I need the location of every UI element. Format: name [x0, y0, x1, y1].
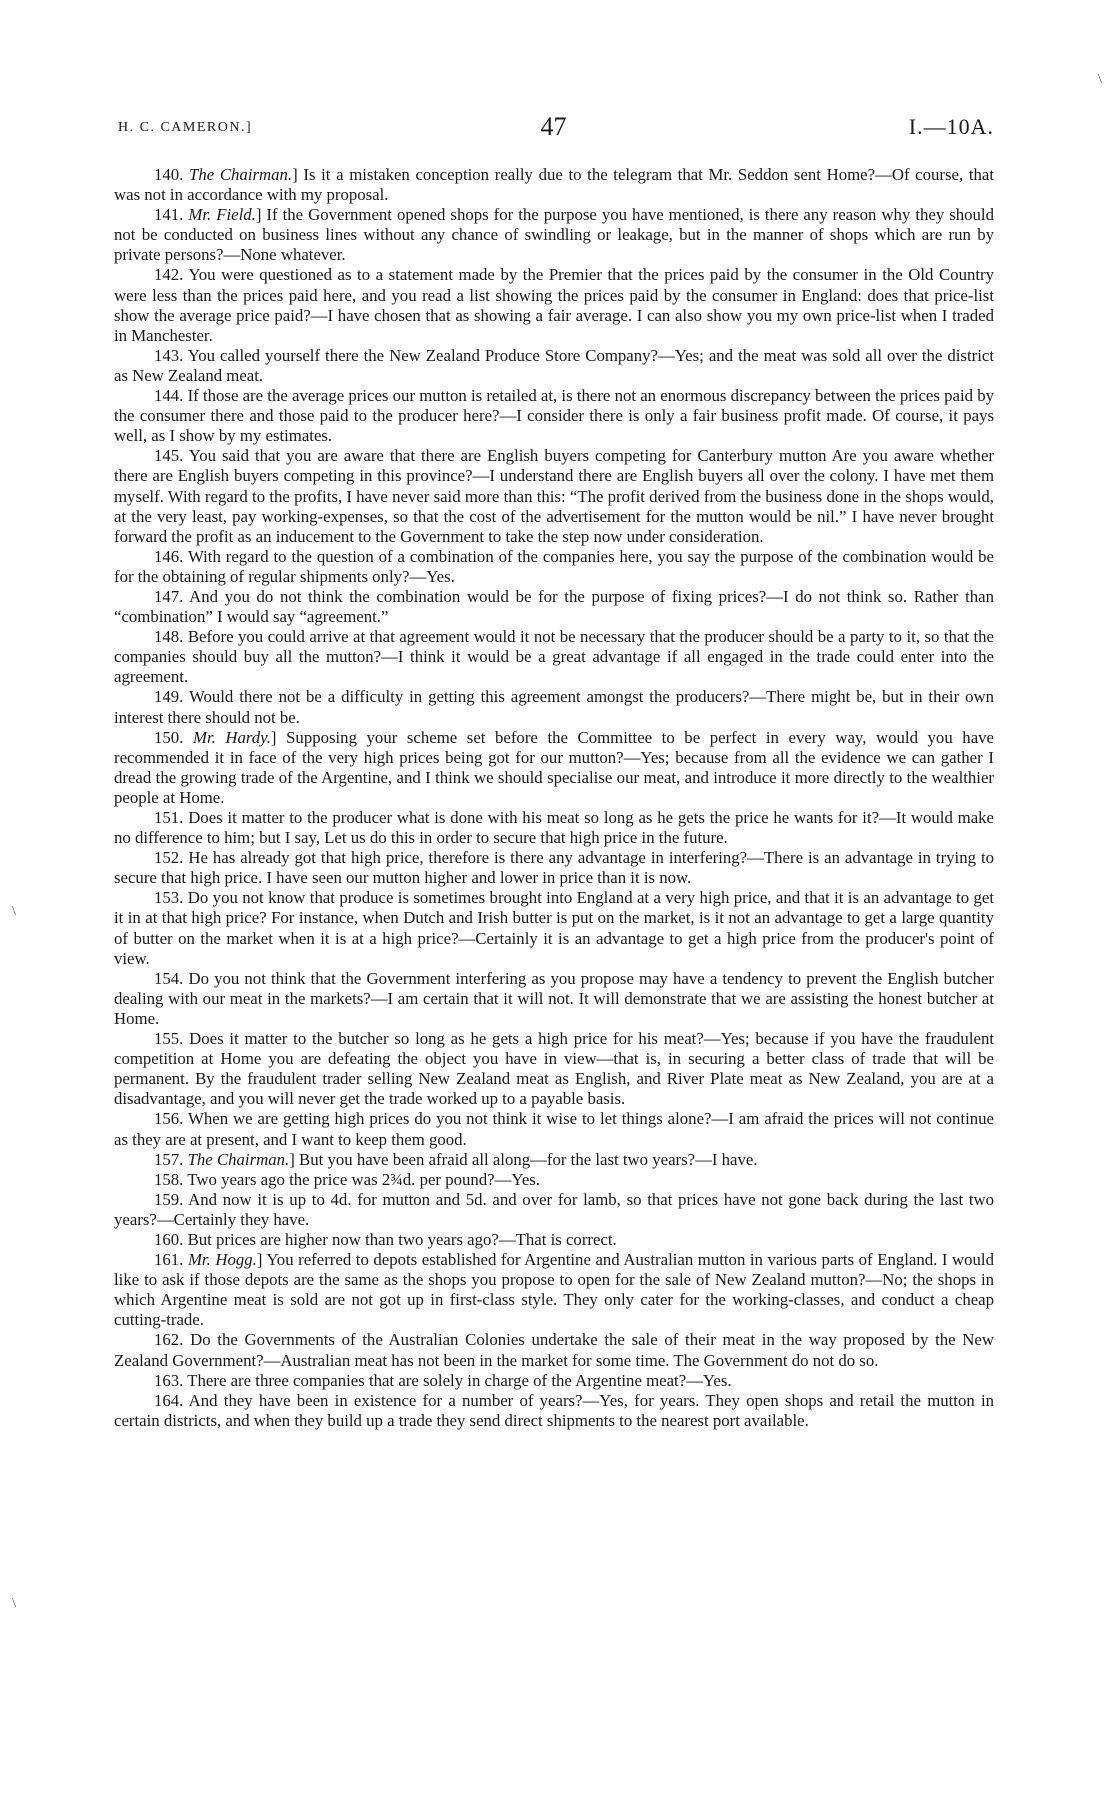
question-paragraph [114, 969, 994, 1029]
scan-mark: \ [12, 1596, 16, 1611]
question-number: 154. [154, 968, 184, 988]
question-text: He has already got that high price, therefore is there any advantage in interfering?—There is an advantage in trying to secure that high price. I have seen our mutton higher and lower in price than it is now. [114, 848, 995, 888]
question-paragraph: 161. Mr. Hogg.] You referred to depots established for Argentine and Australian mutton in various parts of England. I would like to ask if those depots are the same as the shops you propose to open for the sale of New Zealand mutton?—No; the shops in which Argentine meat is sold are not got up in first-class style. They only cater for the working-classes, and conduct a cheap cutting-trade. [114, 1250, 994, 1330]
speaker-name: Mr. Hardy. [192, 727, 271, 747]
question-text: You referred to depots established for Argentine and Australian mutton in various parts of England. I would like to ask if those depots are the same as the shops you propose to open for the sale of New Zealand mutton?—No; the shops in which Argentine meat is sold are not got up in first-class style. They only cater for the working-classes, and conduct a cheap cutting-trade. [114, 1250, 994, 1330]
question-text: Do you not know that produce is sometimes brought into England at a very high price, and that it is an advantage to get it in at that high price? For instance, when Dutch and Irish butter is put on the market, is it not an advantage to get a large quantity of butter on the market when it is at a high price?—Certainly it is an advantage to get a high price from the producer's point of view. [114, 888, 994, 968]
question-text: Before you could arrive at that agreement would it not be necessary that the producer should be a party to it, so that the companies should buy all the mutton?—I think it would be a great advantage if all engaged in the trade could enter into the agreement. [114, 627, 994, 687]
question-text: Do the Governments of the Australian Colonies undertake the sale of their meat in the way proposed by the New Zealand Government?—Australian meat has not been in the market for some time. The Government do not do so. [114, 1330, 994, 1370]
question-paragraph: 141. Mr. Field.] If the Government opened shops for the purpose you have mentioned, is there any reason why they should not be conducted on business lines without any chance of swindling or leakage, but in the manner of shops which are run by private persons?—None whatever. [114, 205, 994, 265]
question-paragraph [114, 687, 994, 727]
question-paragraph [114, 587, 994, 627]
question-number: 155. [154, 1029, 184, 1049]
question-paragraph [114, 1330, 994, 1370]
question-number: 143. [154, 345, 184, 365]
question-paragraph [114, 1190, 994, 1230]
page-number: 47 [540, 112, 567, 141]
scan-mark: \ [12, 904, 16, 919]
question-text: You said that you are aware that there are English buyers competing for Canterbury mutton Are you aware whether there are English buyers competing in this province?—I understand there are English buyers all over the colony. I have met them myself. With regard to the profits, I have never said more than this: “The profit derived from the business done in the shops would, at the very least, pay working-expenses, so that the cost of the advertisement for the mutton would be nil.” I have never brought forward the profit as an inducement to the Government to take the step now under consideration. [114, 446, 994, 546]
question-paragraph [114, 808, 994, 848]
question-number: 142. [154, 265, 184, 285]
question-paragraph [114, 1391, 994, 1431]
question-number: 156. [154, 1109, 184, 1129]
question-number: 159. [154, 1189, 184, 1209]
question-paragraph [114, 1109, 994, 1149]
question-number: 157. [154, 1149, 184, 1169]
question-text: You called yourself there the New Zealand Produce Store Company?—Yes; and the meat was sold all over the district as New Zealand meat. [114, 345, 994, 385]
question-number: 164. [154, 1390, 184, 1410]
speaker-name: Mr. Hogg. [187, 1250, 257, 1270]
question-number: 148. [154, 627, 184, 647]
question-number: 153. [154, 888, 184, 908]
running-head-left: H. C. CAMERON.] [118, 120, 253, 135]
question-text: Do you not think that the Government interfering as you propose may have a tendency to prevent the English butcher dealing with our meat in the markets?—I am certain that it will not. It will demonstrate that we are assisting the honest butcher at Home. [114, 968, 994, 1028]
question-text: And now it is up to 4d. for mutton and 5d. and over for lamb, so that prices have not gone back during the last two years?—Certainly they have. [114, 1189, 994, 1229]
question-paragraph [114, 547, 994, 587]
question-number: 150. [154, 727, 184, 747]
question-text: When we are getting high prices do you not think it wise to let things alone?—I am afraid the prices will not continue as they are at present, and I want to keep them good. [114, 1109, 994, 1149]
question-paragraph [114, 346, 994, 386]
question-number: 144. [154, 386, 184, 406]
question-number: 162. [154, 1330, 184, 1350]
question-text: Two years ago the price was 2¾d. per pound?—Yes. [187, 1169, 540, 1189]
speaker-name: Mr. Field. [188, 205, 256, 225]
question-number: 146. [154, 546, 184, 566]
page-header [113, 112, 994, 142]
question-paragraph [114, 1230, 994, 1250]
question-text: And you do not think the combination would be for the purpose of fixing prices?—I do not think so. Rather than “combination” I would say “agreement.” [114, 586, 994, 627]
question-text: If the Government opened shops for the purpose you have mentioned, is there any reason why they should not be conducted on business lines without any chance of swindling or leakage, but in the manner of shops which are run by private persons?—None whatever. [114, 205, 994, 265]
question-number: 149. [154, 687, 184, 707]
question-text: But you have been afraid all along—for the last two years?—I have. [299, 1149, 758, 1169]
question-text: You were questioned as to a statement made by the Premier that the prices paid by the consumer in the Old Country were less than the prices paid here, and you read a list showing the prices paid by the consumer in England: does that price-list show the average price paid?—I have chosen that as showing a fair average. I can also show you my own price-list when I traded in Manchester. [114, 265, 994, 345]
speaker-name: The Chairman. [187, 1149, 290, 1169]
question-paragraph [114, 265, 994, 345]
question-paragraph [114, 386, 994, 446]
question-number: 140. [154, 165, 184, 184]
question-text: Would there not be a difficulty in getting this agreement amongst the producers?—There might be, but in their own interest there should not be. [114, 687, 994, 727]
question-paragraph [114, 1170, 994, 1190]
question-number: 158. [154, 1169, 184, 1189]
question-paragraph [114, 1029, 994, 1109]
question-text: Supposing your scheme set before the Committee to be perfect in every way, would you have recommended it in face of the very high prices being got for our mutton?—Yes; because from all the evidence we can gather I dread the growing trade of the Argentine, and I think we should specialise our meat, and introduce it more directly to the wealthier people at Home. [114, 727, 994, 807]
question-paragraph [114, 888, 994, 968]
question-text: With regard to the question of a combination of the companies here, you say the purpose of the combination would be for the obtaining of regular shipments only?—Yes. [114, 546, 994, 586]
question-number: 141. [154, 205, 184, 225]
running-head-right: I.—10A. [908, 114, 994, 139]
question-paragraph: 157. The Chairman.] But you have been afraid all along—for the last two years?—I have. [154, 1149, 758, 1169]
question-number: 161. [154, 1250, 184, 1270]
question-paragraph [114, 446, 994, 546]
question-text: And they have been in existence for a number of years?—Yes, for years. They open shops and retail the mutton in certain districts, and when they build up a trade they send direct shipments to the nearest port available. [114, 1390, 994, 1430]
question-paragraph [114, 627, 994, 687]
question-number: 147. [154, 586, 184, 606]
question-text: But prices are higher now than two years ago?—That is correct. [187, 1229, 617, 1249]
question-paragraph: 150. Mr. Hardy.] Supposing your scheme set before the Committee to be perfect in every way, would you have recommended it in face of the very high prices being got for our mutton?—Yes; because from all the evidence we can gather I dread the growing trade of the Argentine, and I think we should specialise our meat, and introduce it more directly to the wealthier people at Home. [114, 727, 994, 807]
body-text [114, 165, 994, 1431]
question-text: There are three companies that are solely in charge of the Argentine meat?—Yes. [187, 1370, 732, 1390]
question-paragraph: 140. The Chairman.] Is it a mistaken conception really due to the telegram that Mr. Seddon sent Home?—Of course, that was not in accordance with my proposal. [114, 165, 994, 205]
question-number: 151. [154, 808, 184, 827]
question-text: Does it matter to the producer what is done with his meat so long as he gets the price he wants for it?—It would make no difference to him; but I say, Let us do this in order to secure that high price in the future. [114, 808, 994, 848]
scan-mark: \ [1098, 72, 1102, 87]
speaker-name: The Chairman. [189, 165, 293, 184]
question-text: Is it a mistaken conception really due to the telegram that Mr. Seddon sent Home?—Of course, that was not in accordance with my proposal. [114, 165, 994, 205]
question-number: 152. [154, 848, 184, 868]
question-number: 163. [154, 1370, 184, 1390]
question-text: Does it matter to the butcher so long as he gets a high price for his meat?—Yes; because if you have the fraudulent competition at Home you are defeating the object you have in view—that is, in securing a better class of trade that will be permanent. By the fraudulent trader selling New Zealand meat as English, and River Plate meat as New Zealand, you are at a disadvantage, and you will never get the trade worked up to a payable basis. [114, 1029, 994, 1109]
question-paragraph [114, 1371, 994, 1391]
question-number: 160. [154, 1229, 184, 1249]
question-number: 145. [154, 446, 184, 466]
question-text: If those are the average prices our mutton is retailed at, is there not an enormous discrepancy between the prices paid by the consumer there and those paid to the producer here?—I consider there is only a fair business profit made. Of course, it pays well, as I show by my estimates. [114, 386, 994, 446]
question-paragraph [114, 848, 994, 888]
